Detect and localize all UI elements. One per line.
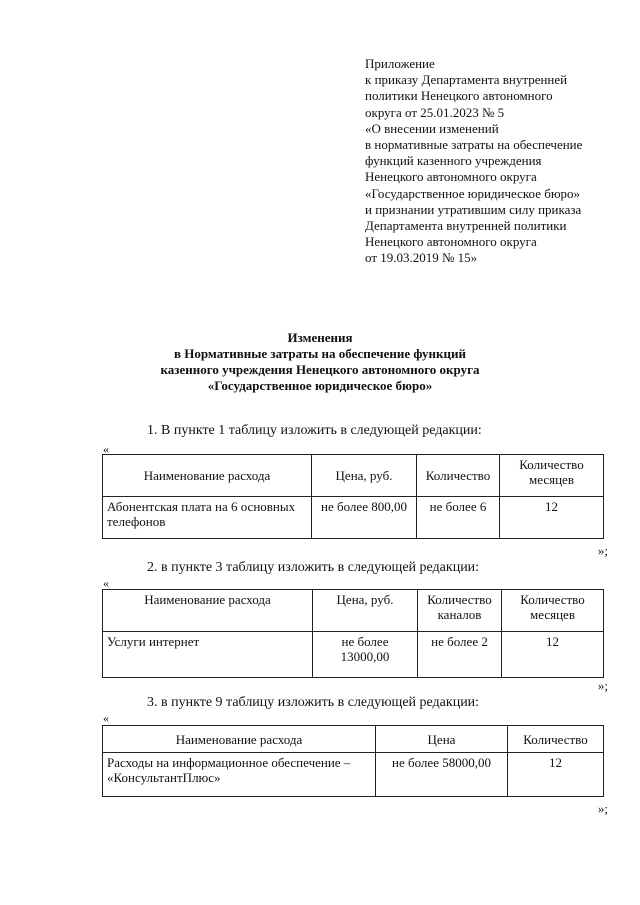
header-cell: Количество каналов <box>418 590 502 632</box>
table-cell: не более 58000,00 <box>376 753 508 797</box>
header-cell: Цена <box>376 726 508 753</box>
appendix-line: от 19.03.2019 № 15» <box>365 250 478 266</box>
title-line: в Нормативные затраты на обеспечение функций <box>174 346 466 361</box>
table-header-row <box>103 590 604 632</box>
header-cell: Количество <box>508 726 604 753</box>
table-cell: не более 6 <box>417 497 500 539</box>
section-1-text: 1. В пункте 1 таблицу изложить в следующей редакции: <box>147 423 482 438</box>
table-cell: Абонентская плата на 6 основных телефонов <box>103 497 312 539</box>
table-row <box>103 497 604 539</box>
appendix-line: к приказу Департамента внутренней <box>365 72 568 88</box>
section-3-table <box>102 725 604 797</box>
appendix-line: «О внесении изменений <box>365 120 499 136</box>
section-1-close-quote: »; <box>597 543 608 558</box>
table-cell: Расходы на информационное обеспечение – «КонсультантПлюс» <box>103 753 376 797</box>
table-cell: 12 <box>502 632 604 678</box>
section-2-close-quote: »; <box>597 678 608 693</box>
table-header-row <box>103 726 604 753</box>
header-cell: Количество <box>417 455 500 497</box>
title-line: казенного учреждения Ненецкого автономного округа <box>160 362 480 377</box>
section-2-table <box>102 589 604 678</box>
header-cell: Наименование расхода <box>103 726 376 753</box>
section-2-text: 2. в пункте 3 таблицу изложить в следующей редакции: <box>147 560 480 575</box>
document-title <box>0 330 640 394</box>
header-cell: Количество месяцев <box>500 455 604 497</box>
title-line: «Государственное юридическое бюро» <box>207 378 433 393</box>
section-3-open-quote: « <box>103 711 109 725</box>
table-cell: не более 800,00 <box>312 497 417 539</box>
section-3-text: 3. в пункте 9 таблицу изложить в следующей редакции: <box>147 695 480 710</box>
appendix-line: Ненецкого автономного округа <box>365 234 537 250</box>
table-cell: не более 13000,00 <box>313 632 418 678</box>
header-cell: Наименование расхода <box>103 455 312 497</box>
table-cell: 12 <box>508 753 604 797</box>
appendix-line: в нормативные затраты на обеспечение <box>365 137 583 153</box>
table-cell: 12 <box>500 497 604 539</box>
table-cell: Услуги интернет <box>103 632 313 678</box>
appendix-line: округа от 25.01.2023 № 5 <box>365 104 505 120</box>
header-cell: Цена, руб. <box>313 590 418 632</box>
appendix-line: «Государственное юридическое бюро» <box>365 185 581 201</box>
appendix-header <box>365 56 582 267</box>
table-cell: не более 2 <box>418 632 502 678</box>
appendix-line: и признании утратившим силу приказа <box>365 201 582 217</box>
section-2-open-quote: « <box>103 576 109 590</box>
table-row <box>103 632 604 678</box>
header-cell: Цена, руб. <box>312 455 417 497</box>
section-1-open-quote: « <box>103 442 109 456</box>
appendix-line: политики Ненецкого автономного <box>365 88 553 104</box>
appendix-line: Приложение <box>365 56 435 71</box>
title-line: Изменения <box>287 330 353 345</box>
header-cell: Наименование расхода <box>103 590 313 632</box>
section-1-table <box>102 454 604 539</box>
appendix-line: функций казенного учреждения <box>365 153 542 169</box>
appendix-line: Департамента внутренней политики <box>365 218 567 234</box>
section-3-close-quote: »; <box>597 801 608 816</box>
table-header-row <box>103 455 604 497</box>
header-cell: Количество месяцев <box>502 590 604 632</box>
table-row <box>103 753 604 797</box>
appendix-line: Ненецкого автономного округа <box>365 169 537 185</box>
